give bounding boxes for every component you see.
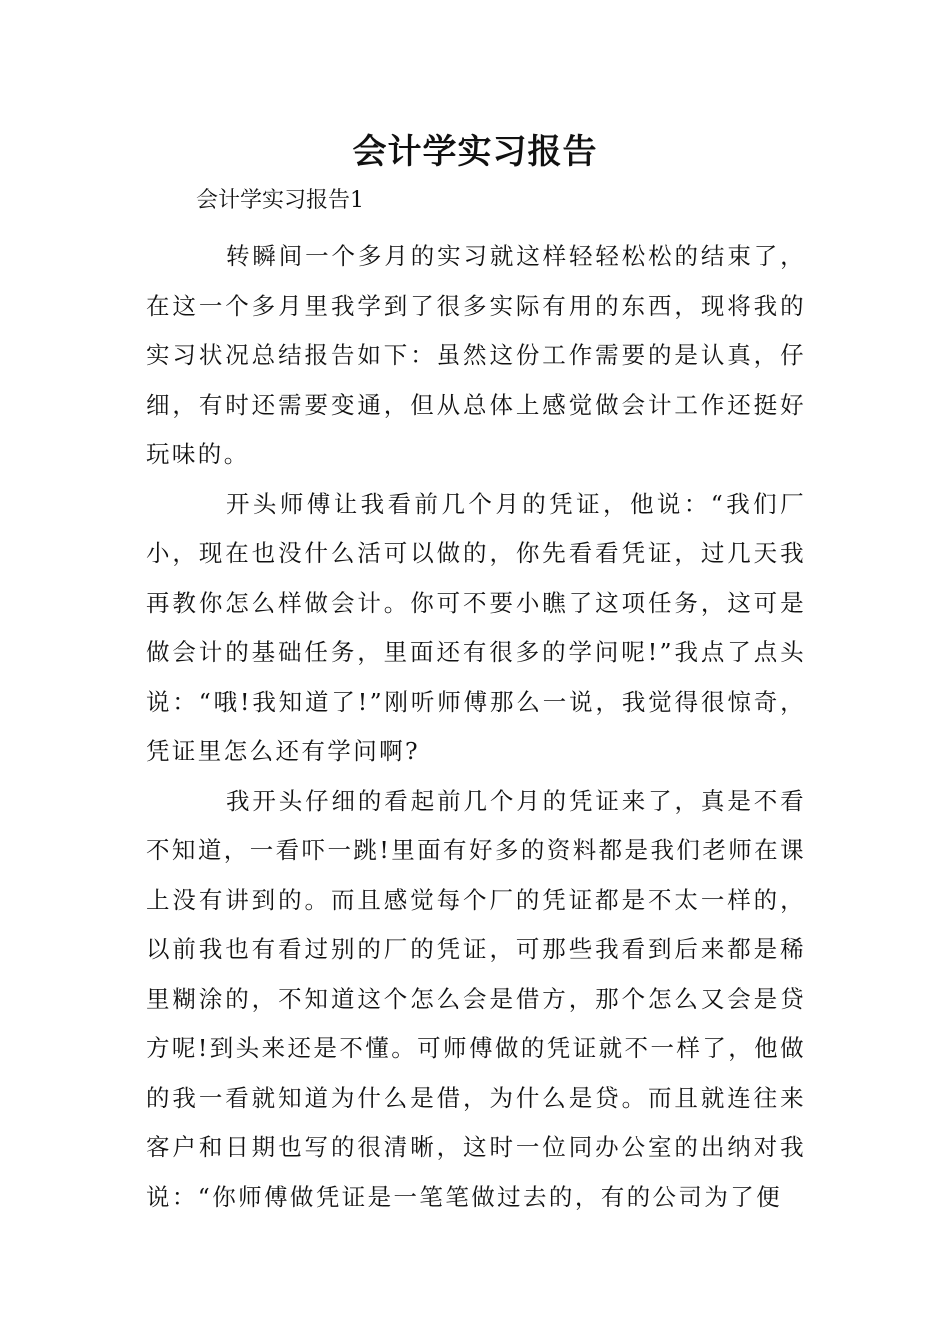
- paragraph: 我开头仔细的看起前几个月的凭证来了，真是不看不知道，一看吓一跳!里面有好多的资料都是我们老师在课上没有讲到的。而且感觉每个厂的凭证都是不太一样的，以前我也有看过别的厂的凭证，可那些我看到后来都是稀里糊涂的，不知道这个怎么会是借方，那个怎么又会是贷方呢!到头来还是不懂。可师傅做的凭证就不一样了，他做的我一看就知道为什么是借，为什么是贷。而且就连往来客户和日期也写的很清晰，这时一位同办公室的出纳对我说：“你师傅做凭证是一笔笔做过去的，有的公司为了便: [146, 786, 806, 1211]
- document-body: [146, 232, 806, 1222]
- section-heading: 会计学实习报告1: [196, 188, 364, 213]
- paragraph: 开头师傅让我看前几个月的凭证，他说：“我们厂小，现在也没什么活可以做的，你先看看凭证，过几天我再教你怎么样做会计。你可不要小瞧了这项任务，这可是做会计的基础任务，里面还有很多的学问呢!”我点了点头说：“哦!我知道了!”刚听师傅那么一说，我觉得很惊奇，凭证里怎么还有学问啊?: [146, 489, 806, 765]
- document-title: 会计学实习报告: [352, 132, 598, 172]
- paragraph: 转瞬间一个多月的实习就这样轻轻松松的结束了，在这一个多月里我学到了很多实际有用的东西，现将我的实习状况总结报告如下：虽然这份工作需要的是认真，仔细，有时还需要变通，但从总体上感觉做会计工作还挺好玩味的。: [146, 242, 806, 468]
